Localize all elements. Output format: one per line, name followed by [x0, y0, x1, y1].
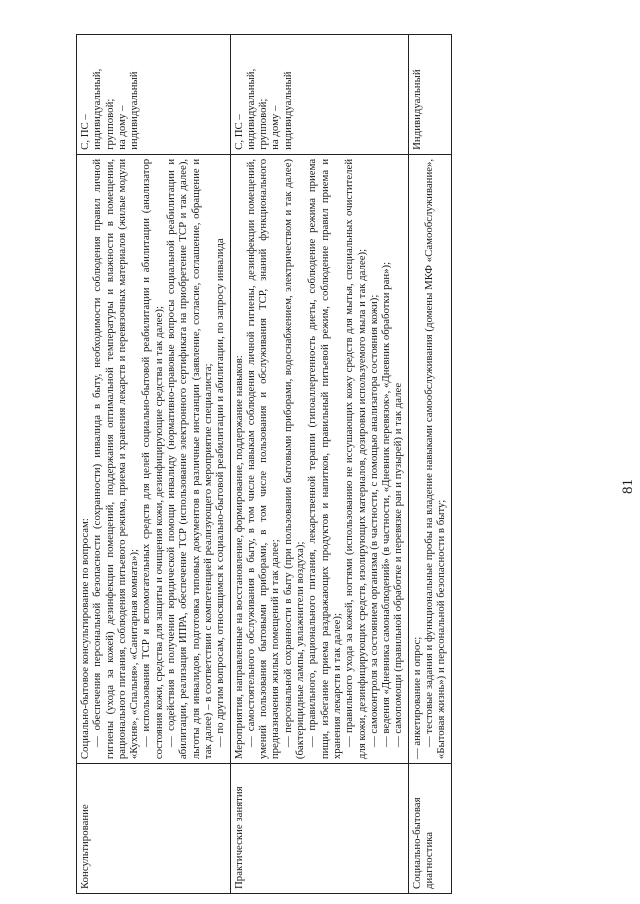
content-item: Мероприятия, направленные на восстановление, формирование, поддержание навыков:: [232, 355, 245, 760]
content-item: — самопомощи (правильной обработке и перевязке ран и пузырей) и так далее: [392, 382, 405, 748]
form-line: индивидуальный,: [244, 68, 257, 150]
content-item: — самоконтроля за состоянием организма (в частности, с помощью анализатора состояния кожи);: [367, 294, 380, 748]
content-item: Социально-бытовое консультирование по вопросам:: [79, 518, 91, 760]
page-number: 81: [620, 479, 636, 494]
content-item: — содействия в получении юридической помощи инвалиду (нормативно-правовые вопросы социальной реабилитации и абилитации, реализация ИПРА, обеспечение ТСР (использование электронного сертификата на приобретение ТСР и так далее), льготы для инвалидов, подготовка типовых документов в различные инстанции (заявление, согласие, соглашение, обращение и так далее) – в соответствии с компетенцией реализующего мероприятие специалиста;: [165, 158, 214, 760]
content-item: — правильного ухода за кожей, ногтями (использованию не иссушающих кожу средств для мытья, специальных очистителей для кожи, дезинфицирующих средств, изолирующих материалов, дозировки используемого мыла и так далее);: [343, 158, 368, 760]
form-of-delivery-cell: [77, 35, 231, 155]
form-of-delivery-cell: [230, 35, 408, 155]
content-item: — ведения «Дневника самонаблюдений» (в частности, «Дневник перевязок», «Дневник обработки ран»);: [380, 261, 393, 748]
form-line: групповой;: [257, 98, 270, 150]
content-item: — анкетирование и опрос;: [410, 636, 423, 760]
content-item: — использования ТСР и вспомогательных средств для целей социально-бытовой реабилитации и абилитации (анализатор состояния кожи, средства для защиты и очищения кожи, дезинфицирующие средства и так далее);: [140, 158, 165, 760]
form-line: на дому –: [269, 105, 282, 150]
form-line: С, ПС –: [79, 114, 91, 150]
content-item: — тестовые задания и функциональные пробы на владение навыками самообслуживания (домены МКФ «Самообслуживание», «Бытовая жизнь») и персональной безопасности в быту;: [423, 158, 448, 760]
activity-content-cell: [408, 154, 451, 763]
form-line: индивидуальный: [128, 71, 141, 150]
content-item: — правильного, рационального питания, лекарственной терапии (гипоаллергенность диеты, соблюдение режима приема пищи, избегание приема раздражающих продуктов и напитков, правильный питьевой режим, соблюдение правил приема и хранения лекарств и так далее);: [306, 158, 343, 760]
rehab-activities-table: [76, 34, 452, 894]
content-item: — обеспечения персональной безопасности (сохранности) инвалида в быту, необходимости соблюдения правил личной гигиены (ухода за кожей) дезинфекции помещений, поддержания оптимальной температуры и влажности в помещении, рационального питания, соблюдения питьевого режима, приема и хранения лекарств и перевязочных материалов (жилые модули «Кухня», «Спальня», «Санитарная комната»);: [91, 158, 141, 760]
form-line: С, ПС –: [232, 114, 245, 150]
activity-type-cell: Социально-бытовая диагностика: [408, 764, 451, 894]
activity-type-cell: Практические занятия: [230, 764, 408, 894]
activity-type-cell: Консультирование: [77, 764, 231, 894]
content-item: — по другим вопросам, относящимся к социально-бытовой реабилитации и абилитации, по запросу инвалида: [214, 238, 227, 748]
form-line: на дому –: [115, 105, 128, 150]
rotated-content: [52, 24, 636, 894]
content-item: — персональной сохранности в быту (при пользовании бытовыми приборами, водоснабжением, электричеством и так далее) (бактерицидные лампы, увлажнители воздуха);: [281, 158, 307, 760]
form-line: Индивидуальный: [410, 69, 423, 150]
table-row: [230, 35, 408, 894]
activity-content-cell: [77, 154, 231, 763]
form-line: групповой;: [103, 98, 116, 150]
activity-content-cell: [230, 154, 408, 763]
table-row: [77, 35, 231, 894]
table-row: [408, 35, 451, 894]
form-of-delivery-cell: [408, 35, 451, 155]
form-line: индивидуальный,: [91, 68, 104, 150]
form-line: индивидуальный: [281, 71, 294, 150]
document-page: [52, 24, 636, 894]
content-item: — самостоятельного обслуживания в быту, в том числе навыкам соблюдения личной гигиены, дезинфекции помещений, умений пользования бытовыми приборами, в том числе пользования и обслуживания ТСР, знаний функционального предназначения жилых помещений и так далее;: [244, 158, 282, 760]
